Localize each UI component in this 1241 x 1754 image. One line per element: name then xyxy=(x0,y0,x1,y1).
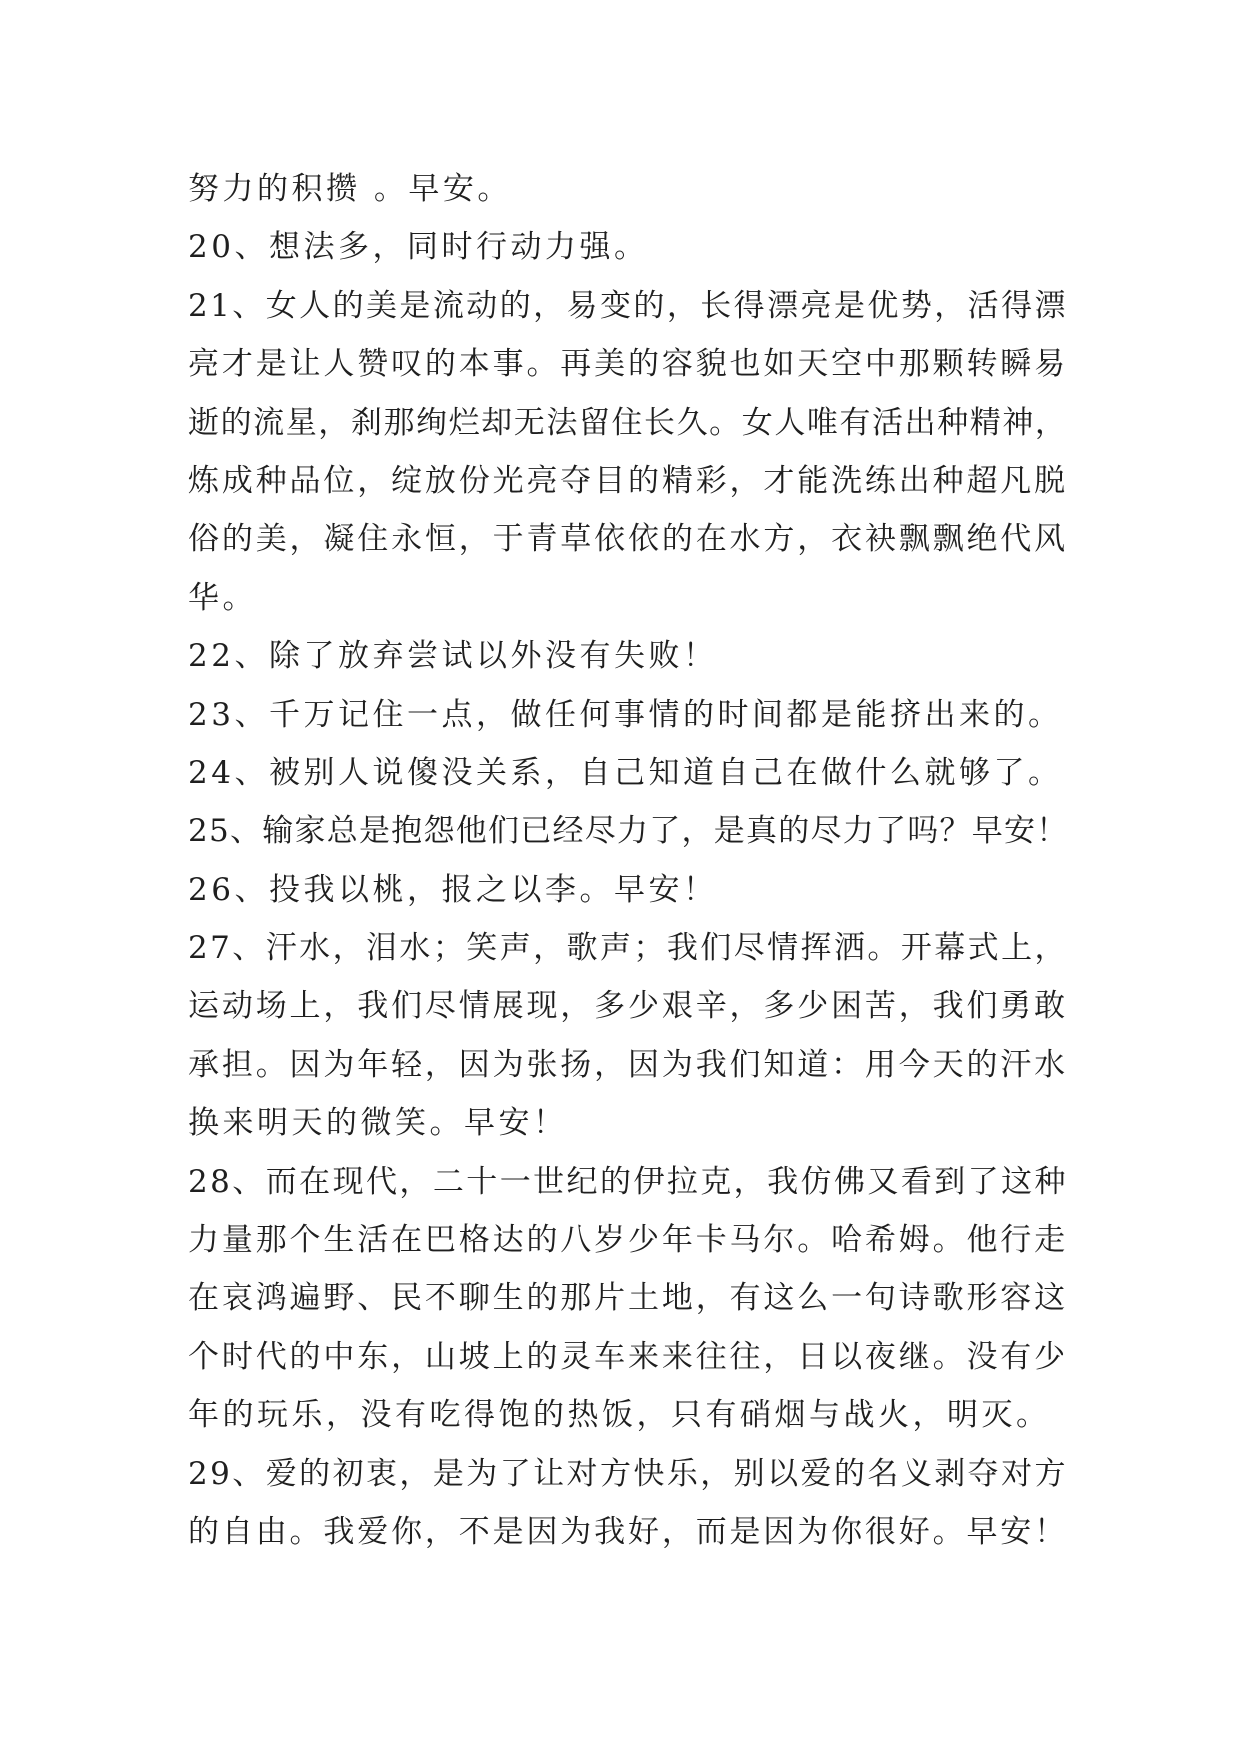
text-line: 亮才是让人赞叹的本事。再美的容貌也如天空中那颗转瞬易 xyxy=(188,346,1068,383)
text-line: 俗的美，凝住永恒，于青草依依的在水方，衣袂飘飘绝代风 xyxy=(188,521,1068,558)
text-line: 承担。因为年轻，因为张扬，因为我们知道：用今天的汗水 xyxy=(188,1046,1068,1083)
text-line: 个时代的中东，山坡上的灵车来来往往，日以夜继。没有少 xyxy=(188,1338,1068,1375)
text-line: 逝的流星，刹那绚烂却无法留住长久。女人唯有活出种精神， xyxy=(188,404,1068,441)
document-body xyxy=(188,160,1068,1561)
text-line: 21、女人的美是流动的，易变的，长得漂亮是优势，活得漂 xyxy=(188,287,1068,324)
text-line: 29、爱的初衷，是为了让对方快乐，别以爱的名义剥夺对方 xyxy=(188,1455,1068,1492)
text-line: 努力的积攒 。早安。 xyxy=(188,171,512,207)
text-line: 力量那个生活在巴格达的八岁少年卡马尔。哈希姆。他行走 xyxy=(188,1222,1068,1259)
text-line: 20、想法多，同时行动力强。 xyxy=(188,229,649,266)
text-line: 22、除了放弃尝试以外没有失败！ xyxy=(188,638,718,675)
text-line: 28、而在现代，二十一世纪的伊拉克，我仿佛又看到了这种 xyxy=(188,1163,1068,1200)
text-line: 运动场上，我们尽情展现，多少艰辛，多少困苦，我们勇敢 xyxy=(188,988,1068,1025)
text-line: 年的玩乐，没有吃得饱的热饭，只有硝烟与战火，明灭。 xyxy=(188,1397,1051,1434)
text-line: 华。 xyxy=(188,579,257,616)
text-line: 在哀鸿遍野、民不聊生的那片土地，有这么一句诗歌形容这 xyxy=(188,1280,1068,1317)
text-line: 换来明天的微笑。早安！ xyxy=(188,1105,568,1142)
text-line: 23、千万记住一点，做任何事情的时间都是能挤出来的。 xyxy=(188,696,1063,733)
text-line: 的自由。我爱你，不是因为我好，而是因为你很好。早安！ xyxy=(188,1513,1068,1550)
text-line: 26、投我以桃，报之以李。早安！ xyxy=(188,871,718,908)
text-line: 24、被别人说傻没关系，自己知道自己在做什么就够了。 xyxy=(188,754,1063,791)
text-line: 25、输家总是抱怨他们已经尽力了，是真的尽力了吗？早安！ xyxy=(188,813,1069,850)
text-line: 炼成种品位，绽放份光亮夺目的精彩，才能洗练出种超凡脱 xyxy=(188,462,1068,499)
text-line: 27、汗水，泪水；笑声，歌声；我们尽情挥洒。开幕式上， xyxy=(188,930,1068,967)
